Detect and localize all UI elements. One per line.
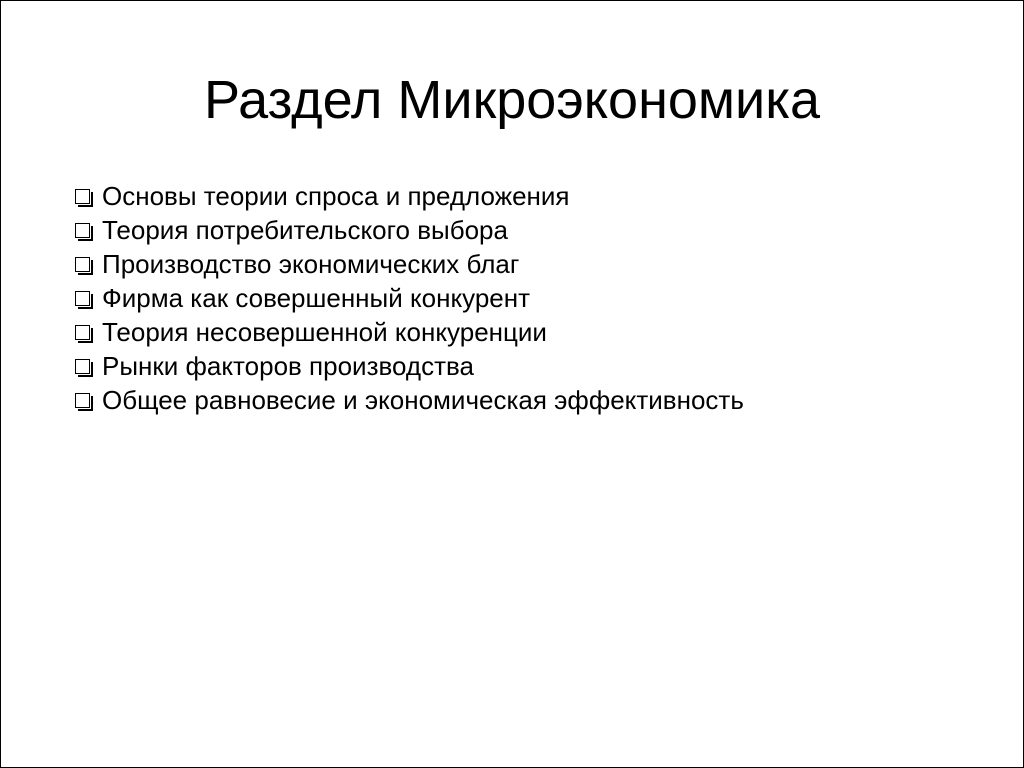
checkbox-square-icon — [75, 189, 90, 204]
topic-label: Теория потребительского выбора — [102, 215, 508, 245]
topic-list-item — [75, 179, 744, 213]
topic-list-item — [75, 281, 744, 315]
topic-label: Основы теории спроса и предложения — [102, 181, 570, 211]
topic-list-item — [75, 315, 744, 349]
topic-list-item — [75, 383, 744, 417]
topic-list-item — [75, 213, 744, 247]
topic-list-item — [75, 349, 744, 383]
slide-title: Раздел Микроэкономика — [203, 70, 821, 130]
checkbox-square-icon — [75, 325, 90, 340]
topic-label: Общее равновесие и экономическая эффективность — [102, 385, 744, 415]
topic-label: Фирма как совершенный конкурент — [102, 283, 531, 313]
topic-label: Рынки факторов производства — [102, 351, 474, 381]
checkbox-square-icon — [75, 223, 90, 238]
checkbox-square-icon — [75, 291, 90, 306]
topic-label: Производство экономических благ — [102, 249, 520, 279]
topic-list-item — [75, 247, 744, 281]
topic-list — [75, 179, 744, 417]
checkbox-square-icon — [75, 359, 90, 374]
checkbox-square-icon — [75, 257, 90, 272]
topic-label: Теория несовершенной конкуренции — [102, 317, 547, 347]
checkbox-square-icon — [75, 393, 90, 408]
